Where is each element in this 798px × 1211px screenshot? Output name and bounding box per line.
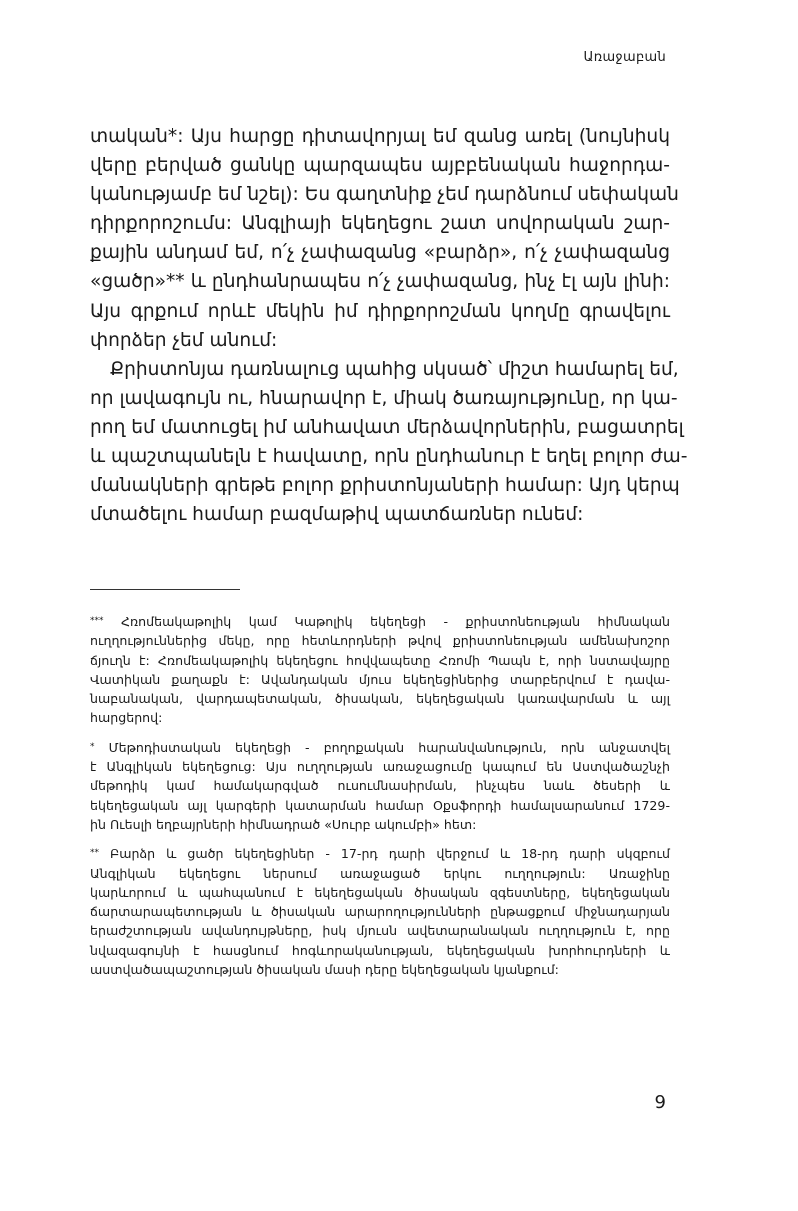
body-line: և պաշտպանելն է հավատը, որն ընդհանուր է եղել բոլոր ժա- bbox=[90, 446, 688, 468]
body-line: մանակների գրեթե բոլոր քրիստոնյաների համար: Այդ կերպ bbox=[90, 475, 680, 497]
running-title: Առաջաբան bbox=[583, 50, 666, 65]
body-line: Քրիստոնյա դառնալուց պահից սկսած՝ միշտ համարել եմ, bbox=[110, 358, 679, 380]
page-number: 9 bbox=[654, 1092, 666, 1113]
footnotes bbox=[90, 612, 670, 989]
footnote-marker: ** bbox=[90, 848, 99, 859]
footnote-line: է Անգլիկան եկեղեցուց: Այս ուղղության առաջացումը կապում են Աստվածաշնչի bbox=[90, 759, 670, 775]
footnote-catholic bbox=[90, 612, 670, 728]
footnote-line: ճյուղն է: Հռոմեակաթոլիկ եկեղեցու հովվապետը Հռոմի Պապն է, որի նստավայրը bbox=[90, 652, 670, 668]
footnote-line: *** Հռոմեակաթոլիկ կամ Կաթոլիկ եկեղեցի - քրիստոնեության հիմնական bbox=[90, 614, 670, 629]
body-line: Այս գրքում որևէ մեկին իմ դիրքորոշման կողմը գրավելու bbox=[90, 300, 670, 322]
body-line: րող եմ մատուցել իմ անհավատ մերձավորներին, բացատրել bbox=[90, 416, 684, 438]
body-line: որ լավագույն ու, հնարավոր է, միակ ծառայությունը, որ կա- bbox=[90, 387, 678, 409]
footnote-line: ճարտարապետության և ծիսական արարողությունների ընթացքում միջնադարյան bbox=[90, 904, 670, 920]
body-line: տական*: Այս հարցը դիտավորյալ եմ զանց առել (նույնիսկ bbox=[90, 126, 670, 147]
body-line: կանությամբ եմ նշել): Ես գաղտնիք չեմ դարձնում սեփական bbox=[90, 184, 679, 206]
body-line: մտածելու համար բազմաթիվ պատճառներ ունեմ: bbox=[90, 504, 584, 526]
footnote-line: ** Բարձր և ցածր եկեղեցիներ - 17-րդ դարի վերջում և 18-րդ դարի սկզբում bbox=[90, 846, 670, 862]
footnote-line: հարցերով: bbox=[90, 710, 163, 726]
footnote-marker: *** bbox=[90, 616, 104, 626]
body-line: վերը բերված ցանկը պարզապես այբբենական հաջորդա- bbox=[90, 155, 670, 177]
footnote-line: կարևորում և պահպանում է եկեղեցական ծիսական զգեստները, եկեղեցական bbox=[90, 884, 670, 900]
footnote-line: ին Ուեսլի եղբայրների հիմնադրած «Սուրբ ակումբի» հետ: bbox=[90, 816, 477, 832]
footnote-marker: * bbox=[90, 741, 95, 752]
footnote-divider bbox=[90, 589, 240, 590]
body-line: փորձեր չեմ անում: bbox=[90, 329, 278, 351]
footnote-line: * Մեթոդիստական եկեղեցի - բողոքական հարանվանություն, որն անջատվել bbox=[90, 739, 670, 755]
footnote-methodist bbox=[90, 738, 670, 834]
footnote-line: նաբանական, վարդապետական, ծիսական, եկեղեցական կառավարման և այլ bbox=[90, 691, 670, 707]
footnote-line: նվազագույնի է հասցնում հոգևորականության, եկեղեցական խորհուրդների և bbox=[90, 942, 670, 958]
footnote-line: Վատիկան քաղաքն է: Ավանդական մյուս եկեղեցիներից տարբերվում է դավա- bbox=[90, 671, 670, 687]
footnote-line: ուղղություններից մեկը, որը հետևորդների թվով քրիստոնեության ամենախոշոր bbox=[90, 633, 670, 649]
footnote-line: մեթոդիկ կամ համակարգված ուսումնասիրման, ինչպես նաև ծեսերի և bbox=[90, 778, 670, 794]
footnote-line: երաժշտության ավանդույթները, իսկ մյուսն ավետարանական ուղղություն է, որը bbox=[90, 923, 670, 939]
footnote-line: եկեղեցական այլ կարգերի կատարման համար Օքսֆորդի համալսարանում 1729- bbox=[90, 797, 670, 813]
footnote-high-low-church bbox=[90, 844, 670, 979]
body-line: քային անդամ եմ, ո՛չ չափազանց «բարձր», ո՛չ չափազանց bbox=[90, 242, 670, 264]
footnote-line: աստվածապաշտության ծիսական մասի դերը եկեղեցական կյանքում: bbox=[90, 962, 559, 978]
body-text bbox=[90, 122, 688, 529]
body-line: դիրքորոշումս: Անգլիայի եկեղեցու շատ սովորական շար- bbox=[90, 213, 670, 235]
body-line: «ցածր»** և ընդհանրապես ո՛չ չափազանց, ինչ էլ այն լինի: bbox=[90, 271, 670, 293]
footnote-line: Անգլիկան եկեղեցու ներսում առաջացած երկու ուղղություն: Առաջինը bbox=[90, 865, 670, 881]
